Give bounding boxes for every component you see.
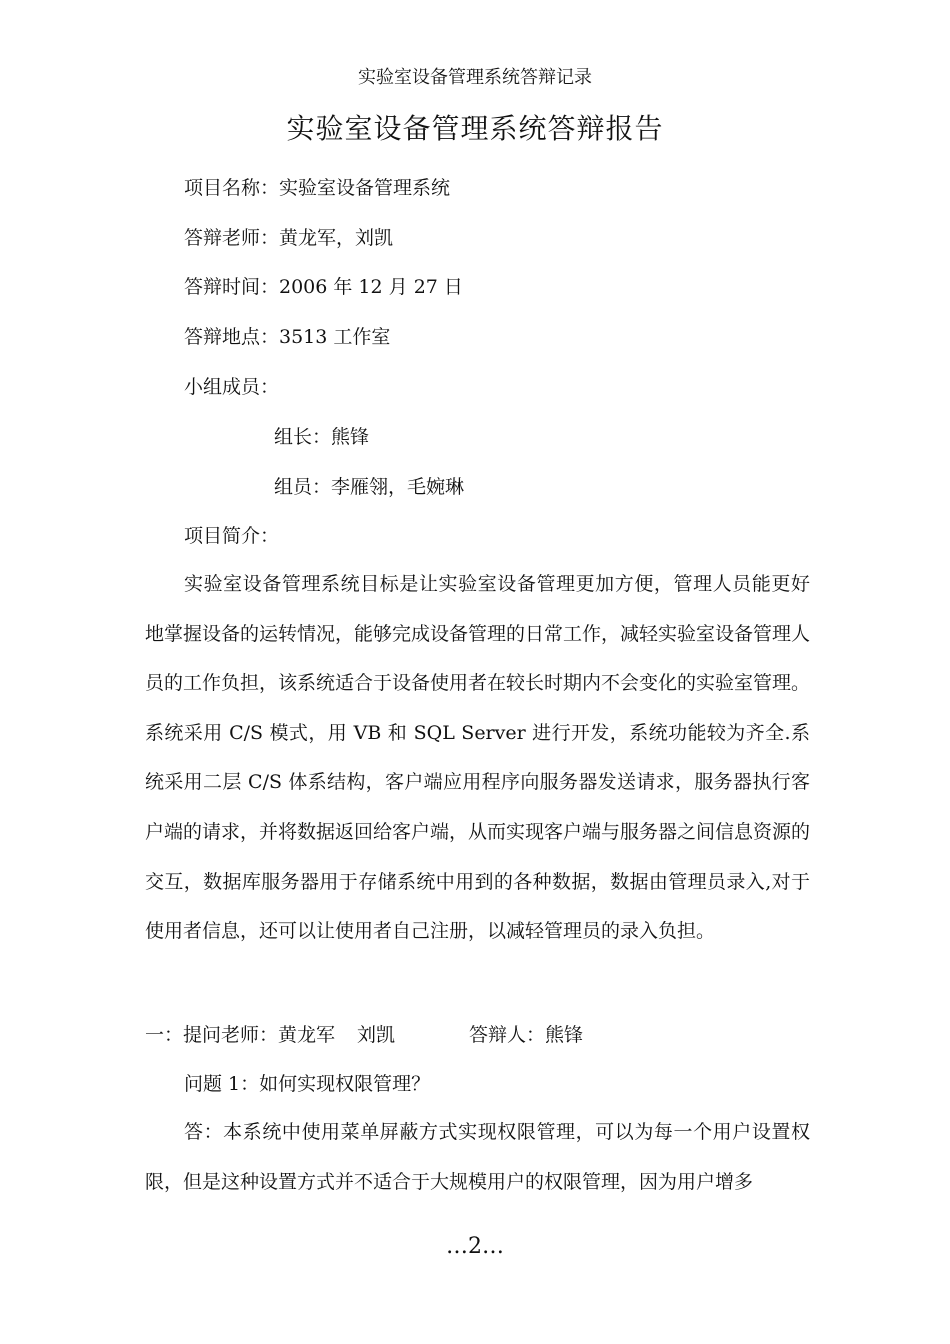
teachers-line: 答辩老师：黄龙军，刘凯	[184, 227, 394, 249]
intro-label: 项目简介：	[184, 525, 280, 547]
section-one-defender: 答辩人：熊锋	[469, 1024, 584, 1046]
time-line: 答辩时间：2006 年 12 月 27 日	[184, 276, 463, 298]
leader-line: 组长：熊锋	[274, 426, 370, 448]
location-line: 答辩地点：3513 工作室	[184, 326, 391, 348]
section-one-prefix: 一：提问老师：黄龙军	[145, 1024, 336, 1046]
page-number: …2…	[446, 1234, 504, 1259]
members-label: 小组成员：	[184, 376, 280, 398]
section-one-line	[145, 1022, 583, 1048]
members-line: 组员：李雁翎，毛婉琳	[274, 476, 465, 498]
running-header: 实验室设备管理系统答辩记录	[358, 67, 592, 88]
answer-1: 答：本系统中使用菜单屏蔽方式实现权限管理，可以为每一个用户设置权限，但是这种设置方式并不适合于大规模用户的权限管理，因为用户增多	[145, 1121, 810, 1193]
intro-paragraph: 实验室设备管理系统目标是让实验室设备管理更加方便，管理人员能更好地掌握设备的运转情况，能够完成设备管理的日常工作，减轻实验室设备管理人员的工作负担，该系统适合于设备使用者在较长时期内不会变化的实验室管理。系统采用 C/S 模式，用 VB 和 SQL Server 进行开发，系统功能较为齐全.系统采用二层 C/S 体系结构，客户端应用程序向服务器发送请求，服务器执行客户端的请求，并将数据返回给客户端，从而实现客户端与服务器之间信息资源的交互，数据库服务器用于存储系统中用到的各种数据，数据由管理员录入,对于使用者信息，还可以让使用者自己注册，以减轻管理员的录入负担。	[145, 573, 811, 943]
question-1: 问题 1：如何实现权限管理？	[184, 1073, 431, 1095]
project-name-line: 项目名称：实验室设备管理系统	[184, 177, 451, 199]
document-title: 实验室设备管理系统答辩报告	[286, 112, 664, 145]
section-one-teacher2: 刘凯	[357, 1024, 396, 1046]
